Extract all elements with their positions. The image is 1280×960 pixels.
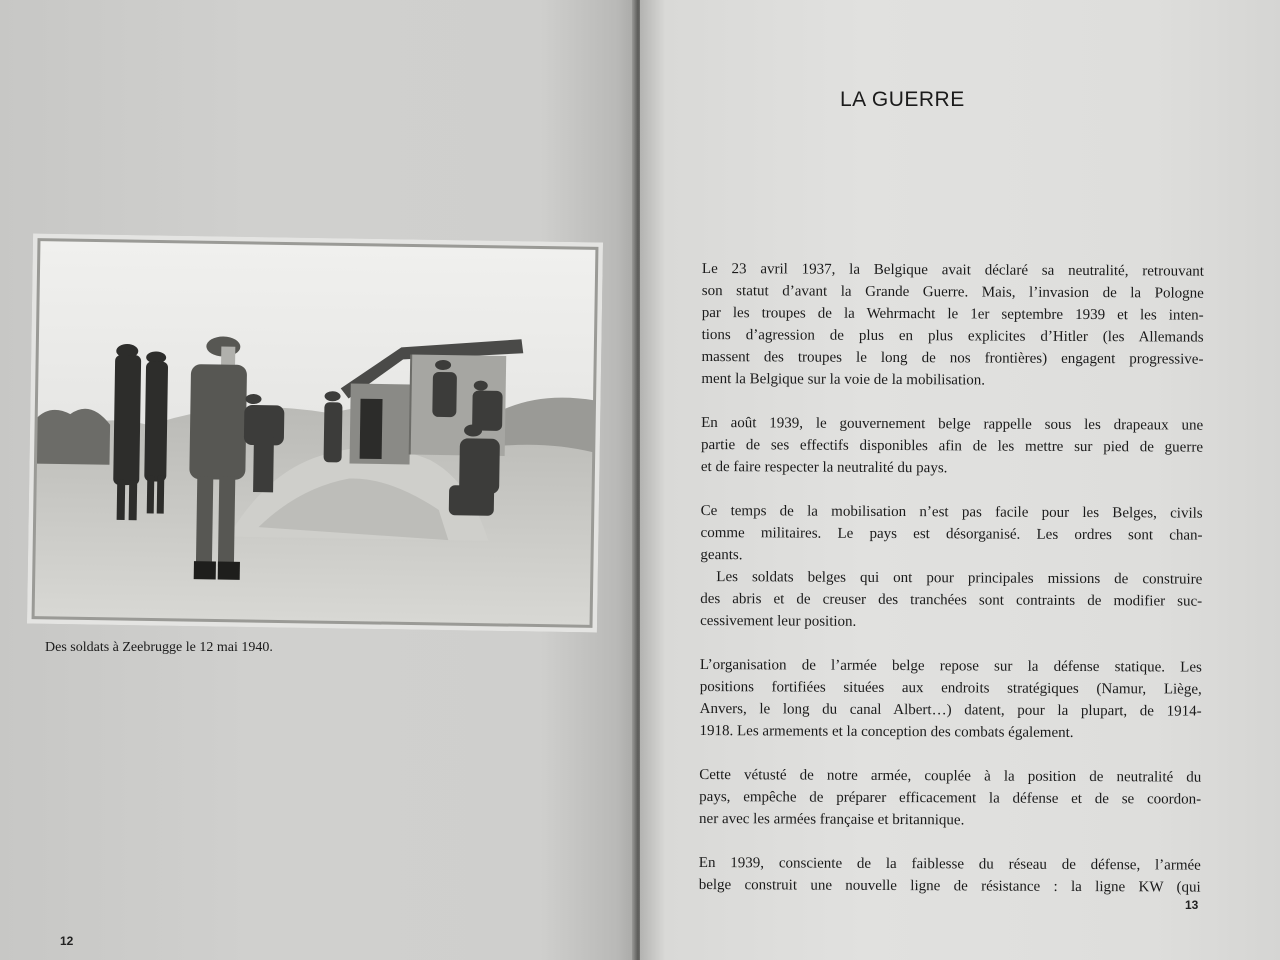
text-line: Le 23 avril 1937, la Belgique avait déclaré sa neutralité, retrouvant xyxy=(701,260,1204,280)
paragraph xyxy=(701,412,1203,481)
paragraph xyxy=(699,764,1201,833)
text-line: pays, empêche de préparer efficacement la défense et de se coordon- xyxy=(699,788,1202,808)
paragraph xyxy=(701,258,1204,393)
photo-caption: Des soldats à Zeebrugge le 12 mai 1940. xyxy=(45,640,273,655)
paragraph xyxy=(699,852,1201,899)
paragraph xyxy=(700,500,1202,569)
text-line: belge construit une nouvelle ligne de résistance : la ligne KW (qui xyxy=(698,876,1201,896)
page-number-right: 13 xyxy=(1185,898,1199,912)
text-line: comme militaires. Le pays est désorganisé. Les ordres sont chan- xyxy=(700,524,1203,544)
photo-image xyxy=(27,234,603,633)
paragraph xyxy=(700,566,1202,635)
text-line: et de faire respecter la neutralité du pays. xyxy=(700,458,948,477)
page-number-left: 12 xyxy=(60,934,74,948)
text-line: des abris et de creuser des tranchées sont contraints de modifier suc- xyxy=(700,590,1203,610)
text-line: ner avec les armées française et britannique. xyxy=(699,810,965,829)
text-line: 1918. Les armements et la conception des combats également. xyxy=(699,722,1074,741)
text-line: geants. xyxy=(700,546,743,564)
text-line: cessivement leur position. xyxy=(700,612,857,630)
text-line: L’organisation de l’armée belge repose sur la défense statique. Les xyxy=(699,656,1202,676)
text-line: En 1939, consciente de la faiblesse du réseau de défense, l’armée xyxy=(698,854,1201,874)
text-line: En août 1939, le gouvernement belge rappelle sous les drapeaux une xyxy=(701,414,1204,434)
right-page xyxy=(640,0,1280,960)
text-line: Les soldats belges qui ont pour principales missions de construire xyxy=(716,569,1203,588)
text-line: tions d’agression de plus en plus explicites d’Hitler (les Allemands xyxy=(701,326,1204,346)
paragraph xyxy=(699,654,1201,745)
chapter-title: LA GUERRE xyxy=(840,88,965,111)
text-line: Anvers, le long du canal Albert…) datent, pour la plupart, de 1914- xyxy=(699,700,1202,720)
photo-soldiers-zeebrugge xyxy=(27,234,603,633)
text-line: Cette vétusté de notre armée, couplée à la position de neutralité du xyxy=(699,766,1202,786)
text-line: son statut d’avant la Grande Guerre. Mais, l’invasion de la Pologne xyxy=(701,282,1204,302)
text-line: Ce temps de la mobilisation n’est pas facile pour les Belges, civils xyxy=(700,502,1203,522)
body-text xyxy=(699,258,1204,921)
text-line: massent des troupes le long de nos frontières) engagent progressive- xyxy=(701,348,1204,368)
text-line: ment la Belgique sur la voie de la mobilisation. xyxy=(701,370,986,389)
left-page xyxy=(0,0,636,960)
text-line: par les troupes de la Wehrmacht le 1er septembre 1939 et les inten- xyxy=(701,304,1204,324)
text-line: positions fortifiées situées aux endroits stratégiques (Namur, Liège, xyxy=(699,678,1202,698)
text-line: partie de ses effectifs disponibles afin de les mettre sur pied de guerre xyxy=(700,436,1204,456)
